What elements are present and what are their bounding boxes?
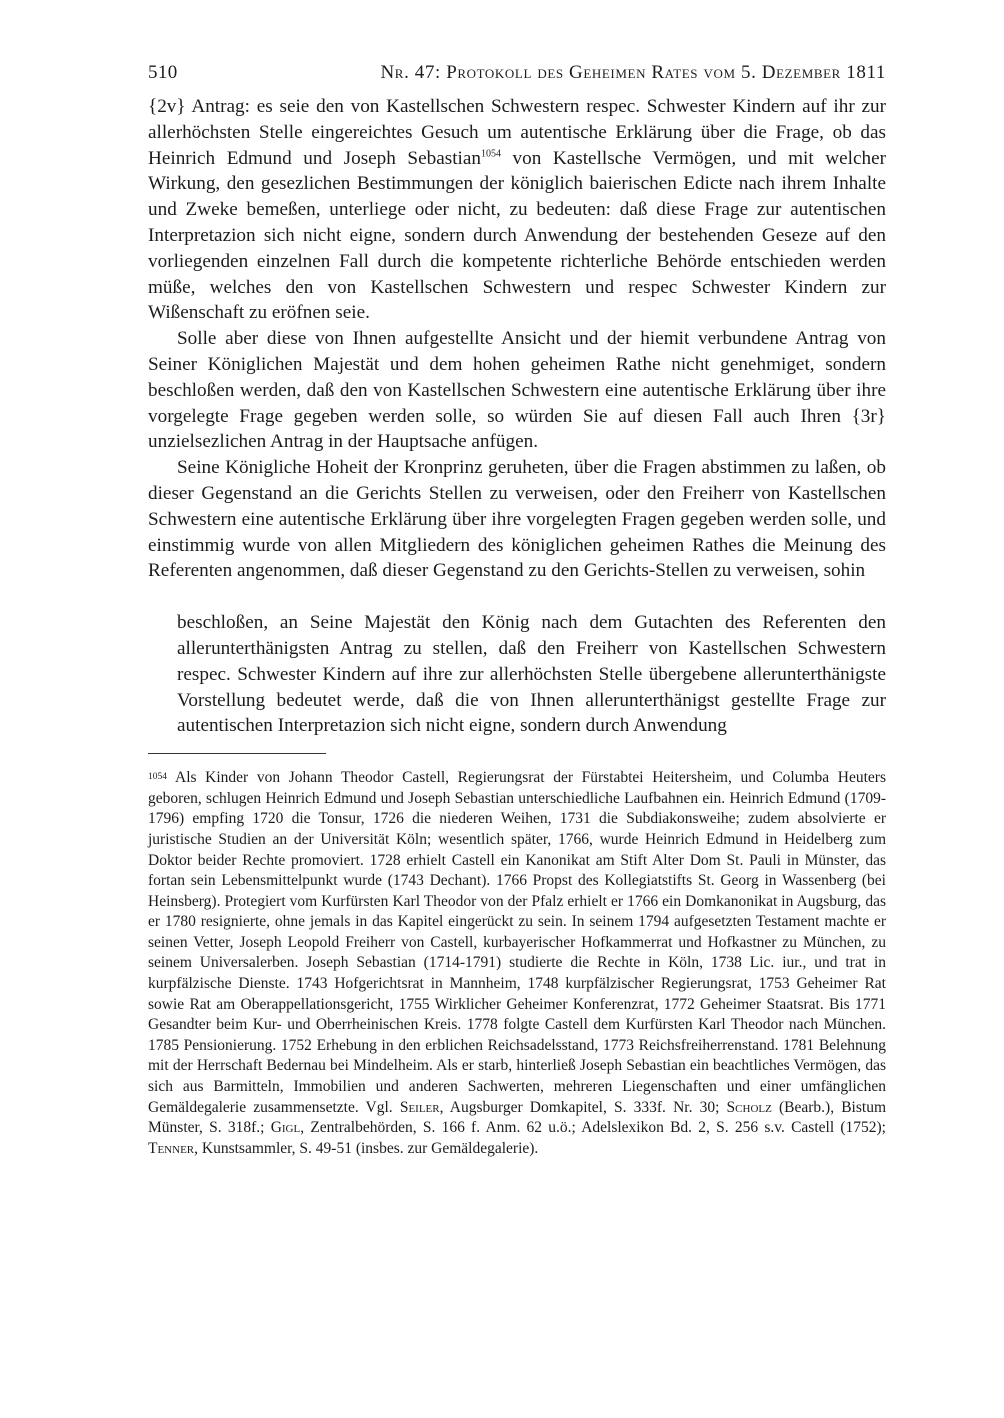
footnote-text-5: , Kunstsammler, S. 49-51 (insbes. zur Gemäldegalerie). [194, 1139, 539, 1157]
paragraph-1-text-b: von Kastellsche Vermögen, und mit welcher Wirkung, den gesezlichen Bestimmungen der königlich baierischen Edicte nach ihrem Inhalte und Zweke bemeßen, unterliege oder nicht, zu bedeuten: daß diese Frage zur autentischen Interpretazion sich nicht eigne, sondern durch Anwendung der bestehenden Geseze auf den vorliegenden einzelnen Fall durch die kompetente richterliche Behörde entschieden werden müße, welches den von Kastellschen Schwestern und respec Schwester Kindern zur Wißenschaft zu eröfnen seie. [148, 147, 886, 324]
footnote-text-1: Als Kinder von Johann Theodor Castell, Regierungsrat der Fürstabtei Heitersheim, und Columba Heuters geboren, schlugen Heinrich Edmund und Joseph Sebastian unterschiedliche Laufbahnen ein. Heinrich Edmund (1709-1796) empfing 1720 die Tonsur, 1726 die niederen Weihen, 1731 die Subdiakonsweihe; zudem absolvierte er juristische Studien an der Universität Köln; wesentlich später, 1766, wurde Heinrich Edmund in Heidelberg zum Doktor beider Rechte promoviert. 1728 erhielt Castell ein Kanonikat am Stift Alter Dom St. Pauli in Münster, das fortan sein Lebensmittelpunkt wurde (1743 Dechant). 1766 Propst des Kollegiatstifts St. Georg in Wassenberg (bei Heinsberg). Protegiert vom Kurfürsten Karl Theodor von der Pfalz erhielt er 1766 ein Domkanonikat in Augsburg, das er 1780 resignierte, ohne jemals in das Kapitel eingerückt zu sein. In seinem 1794 aufgesetzten Testament machte er seinen Vetter, Joseph Leopold Freiherr von Castell, kurbayerischer Hofkammerrat und Hofkastner zu München, zu seinem Universalerben. Joseph Sebastian (1714-1791) studierte die Rechte in Köln, 1738 Lic. iur., und trat in kurpfälzische Dienste. 1743 Hofgerichtsrat in Mannheim, 1748 kurpfälzischer Regierungsrat, 1753 Geheimer Rat sowie Rat am Oberappellationsgericht, 1755 Wirklicher Geheimer Konferenzrat, 1772 Geheimer Staatsrat. Bis 1771 Gesandter beim Kur- und Oberrheinischen Kreis. 1778 folgte Castell dem Kurfürsten Karl Theodor nach München. 1785 Pensionierung. 1752 Erhebung in den erblichen Reichsadelsstand, 1773 Reichsfreiherrenstand. 1781 Belehnung mit der Herrschaft Bedernau bei Mindelheim. Als er starb, hinterließ Joseph Sebastian ein beachtliches Vermögen, das sich aus Barmitteln, Immobilien und anderen Sachwerten, mehreren Liegenschaften und einer umfänglichen Gemäldegalerie zusammensetzte. Vgl. [148, 769, 886, 1116]
paragraph-1-text-a: {2v} Antrag: es seie den von Kastellschen Schwestern respec. Schwester Kindern auf ihr zur allerhöchsten Stelle eingereichtes Gesuch um autentische Erklärung über die Frage, ob das Heinrich Edmund und Joseph Sebastian [148, 96, 886, 169]
footnote-author-gigl: Gigl [270, 1119, 301, 1137]
footnote-1054 [148, 768, 886, 1159]
running-title: Nr. 47: Protokoll des Geheimen Rates vom 5. Dezember 1811 [380, 62, 886, 83]
footnote-author-seiler: Seiler [399, 1098, 440, 1116]
footnote-text-4: , Zentralbehörden, S. 166 f. Anm. 62 u.ö.; Adelslexikon Bd. 2, S. 256 s.v. Castell (1752); [300, 1119, 886, 1137]
footnote-text-3: (Bearb.), Bistum Münster, S. 318f.; [148, 1098, 886, 1137]
footnote-author-tenner: Tenner [148, 1139, 195, 1157]
footnote-number: 1054 [148, 772, 167, 783]
page-number: 510 [148, 62, 178, 83]
running-header [148, 62, 886, 94]
paragraph-3: Seine Königliche Hoheit der Kronprinz geruheten, über die Fragen abstimmen zu laßen, ob dieser Gegenstand an die Gerichts Stellen zu verweisen, oder den Freiherr von Kastellschen Schwestern eine autentische Erklärung über ihre vorgelegten Fragen gegeben werden solle, und einstimmig wurde von allen Mitgliedern des königlichen geheimen Rathes die Meinung des Referenten angenommen, daß dieser Gegenstand zu den Gerichts-Stellen zu verweisen, sohin [148, 457, 886, 582]
resolution-block: beschloßen, an Seine Majestät den König nach dem Gutachten des Referenten den allerunterthänigsten Antrag zu stellen, daß den Freiherr von Kastellschen Schwestern respec. Schwester Kindern auf ihre zur allerhöchsten Stelle übergebene allerunterthänigste Vorstellung bedeutet werde, daß die von Ihnen allerunterthänigst gestellte Frage zur autentischen Interpretazion sich nicht eigne, sondern durch Anwendung [177, 612, 886, 737]
paragraph-2: Solle aber diese von Ihnen aufgestellte Ansicht und der hiemit verbundene Antrag von Seiner Königlichen Majestät und dem hohen geheimen Rathe nicht genehmiget, sondern beschloßen werden, daß den von Kastellschen Schwestern eine autentische Erklärung über ihre vorgelegte Frage gegeben werden solle, so würden Sie auf diesen Fall auch Ihren {3r} unzielsezlichen Antrag in der Hauptsache anfügen. [148, 328, 886, 453]
document-page [148, 62, 886, 1159]
footnote-author-scholz: Scholz [726, 1098, 772, 1116]
main-text [148, 94, 886, 584]
footnote-reference: 1054 [480, 148, 501, 160]
footnote-separator [148, 753, 326, 754]
footnote-text-2: , Augsburger Domkapitel, S. 333f. Nr. 30; [439, 1098, 727, 1116]
paragraph-1 [148, 94, 886, 326]
